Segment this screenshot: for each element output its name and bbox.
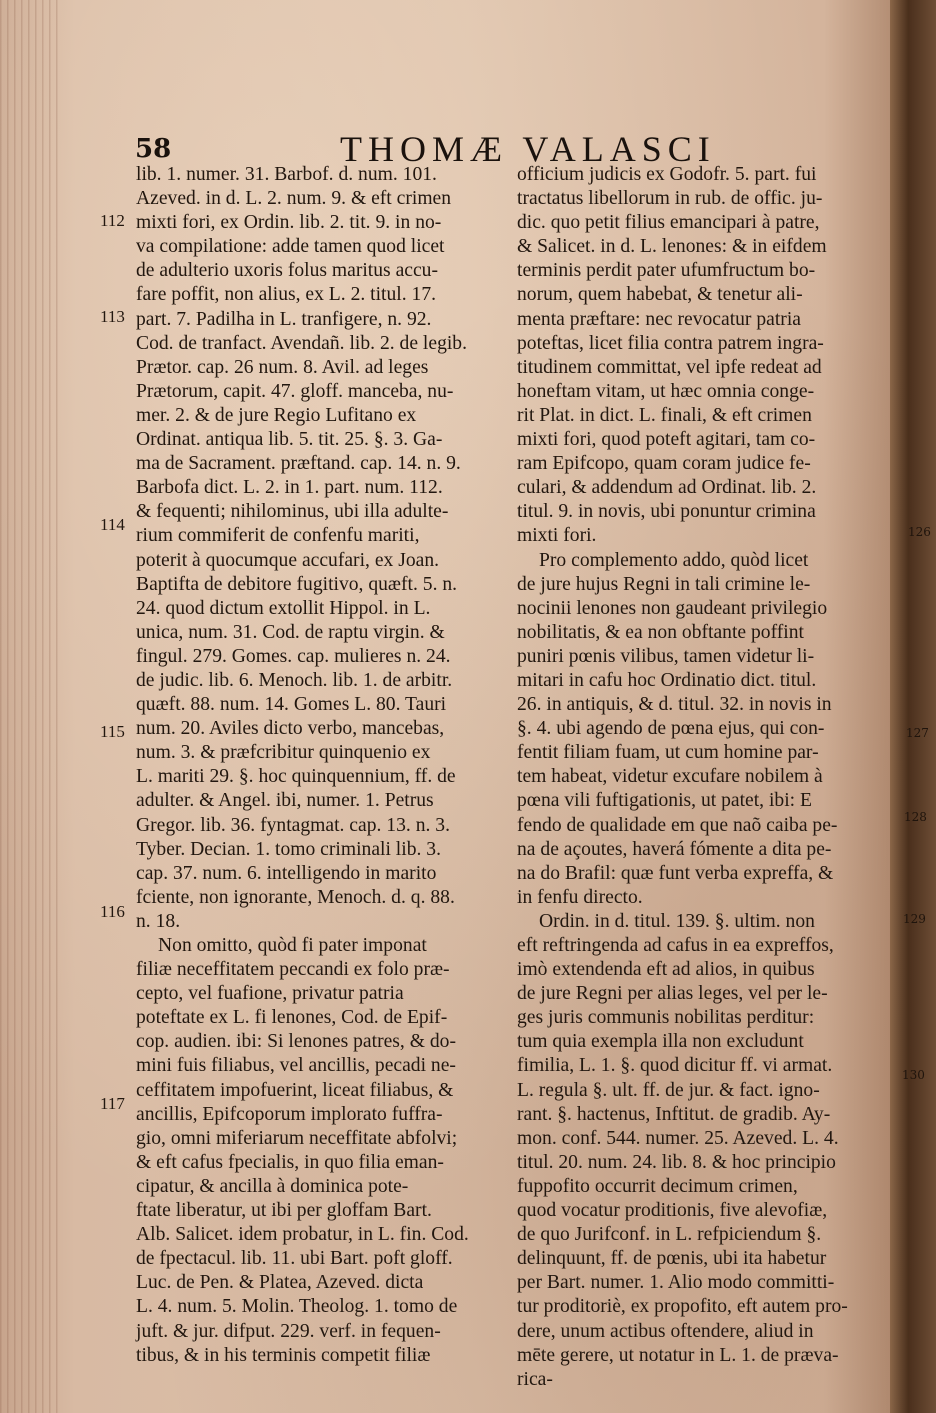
text-line: mēte gerere, ut notatur in L. 1. de præva-	[517, 1344, 839, 1366]
text-line: per Bart. numer. 1. Alio modo committi-	[517, 1272, 835, 1294]
text-line: de quo Jurifconf. in L. refpiciendum §.	[517, 1224, 822, 1246]
text-line: & fequenti; nihilominus, ubi illa adulte-	[136, 501, 449, 523]
text-line: tibus, & in his terminis competit filiæ	[136, 1344, 431, 1366]
margin-number-113: 113	[100, 307, 125, 326]
text-line: & Salicet. in d. L. lenones: & in eifdem	[517, 236, 827, 258]
margin-number-117: 117	[100, 1094, 125, 1113]
text-line: Luc. de Pen. & Platea, Azeved. dicta	[136, 1272, 424, 1294]
text-line: poteftas, licet filia contra patrem ingra-	[517, 332, 824, 354]
text-line: de jure Regni per alias leges, vel per le-	[517, 983, 828, 1005]
text-line: L. mariti 29. §. hoc quinquennium, ff. de	[136, 766, 456, 788]
text-line: dic. quo petit filius emancipari à patre,	[517, 212, 820, 234]
text-line: norum, quem habebat, & tenetur ali-	[517, 284, 803, 306]
text-line: cipatur, & ancilla à dominica pote-	[136, 1175, 409, 1197]
text-line: puniri pœnis vilibus, tamen videtur li-	[517, 645, 815, 667]
text-line: cop. audien. ibi: Si lenones patres, & do-	[136, 1031, 456, 1053]
text-line: quod vocatur proditionis, five alevofiæ,	[517, 1200, 828, 1222]
text-line: Prætor. cap. 26 num. 8. Avil. ad leges	[136, 356, 429, 378]
text-line: dere, unum actibus oftendere, aliud in	[517, 1320, 814, 1342]
text-line: num. 20. Aviles dicto verbo, mancebas,	[136, 718, 445, 740]
text-line: Ordinat. antiqua lib. 5. tit. 25. §. 3. Ga-	[136, 429, 443, 451]
page-number: 58	[135, 134, 172, 164]
text-line: cepto, vel fuafione, privatur patria	[136, 983, 404, 1005]
text-line: Ordin. in d. titul. 139. §. ultim. non	[539, 910, 815, 932]
text-line: eft reftringenda ad cafus in ea expreffos,	[517, 935, 834, 956]
text-line: de jure hujus Regni in tali crimine le-	[517, 573, 811, 595]
margin-number-112: 112	[100, 211, 125, 230]
text-line: rit Plat. in dict. L. finali, & eft crimen	[517, 404, 812, 426]
text-line: tur proditoriè, ex propofito, eft autem pro-	[517, 1296, 848, 1318]
text-line: fendo de qualidade em que naõ caiba pe-	[517, 814, 838, 836]
text-line: mer. 2. & de jure Regio Lufitano ex	[136, 404, 417, 426]
text-line: fingul. 279. Gomes. cap. mulieres n. 24.	[136, 645, 451, 667]
text-line: tractatus libellorum in rub. de offic. ju-	[517, 188, 823, 210]
text-line: rant. §. hactenus, Inftitut. de gradib. Ay-	[517, 1103, 831, 1125]
text-line: fuppofito occurrit decimum crimen,	[517, 1175, 798, 1197]
text-line: pœna vili fuftigationis, ut patet, ibi: E	[517, 790, 812, 812]
text-line: fentit filiam fuam, ut cum homine par-	[517, 742, 819, 764]
text-line: nobilitatis, & ea non obftante poffint	[517, 621, 804, 643]
text-line: poterit à quocumque accufari, ex Joan.	[136, 549, 440, 571]
text-line: de fpectacul. lib. 11. ubi Bart. poft gloff.	[136, 1248, 453, 1270]
page-stack-edge-right	[890, 0, 936, 1413]
text-line: officium judicis ex Godofr. 5. part. fui	[517, 164, 817, 185]
text-line: menta præftare: nec revocatur patria	[517, 308, 801, 330]
text-line: rium commiferit de confenfu mariti,	[136, 525, 420, 547]
text-line: ftate liberatur, ut ibi per gloffam Bart.	[136, 1200, 432, 1222]
text-line: ges juris communis nobilitas perditur:	[517, 1007, 815, 1029]
text-line: & eft cafus fpecialis, in quo filia eman-	[136, 1151, 444, 1173]
text-line: nocinii lenones non gaudeant privilegio	[517, 597, 828, 619]
text-line: lib. 1. numer. 31. Barbof. d. num. 101.	[136, 164, 437, 185]
text-line: juft. & jur. difput. 229. verf. in fequen-	[136, 1320, 441, 1342]
text-line: 26. in antiquis, & d. titul. 32. in novis in	[517, 694, 832, 716]
text-line: mitari in cafu hoc Ordinatio dict. titul.	[517, 669, 817, 691]
text-line: tum quia exempla illa non excludunt	[517, 1031, 804, 1053]
text-line: L. 4. num. 5. Molin. Theolog. 1. tomo de	[136, 1296, 458, 1318]
page-stack-edge-left	[0, 0, 60, 1413]
text-line: unica, num. 31. Cod. de raptu virgin. &	[136, 621, 445, 643]
margin-number-114: 114	[100, 515, 125, 534]
text-line: Prætorum, capit. 47. gloff. manceba, nu-	[136, 380, 454, 402]
text-line: ma de Sacrament. præftand. cap. 14. n. 9.	[136, 453, 461, 475]
text-line: L. regula §. ult. ff. de jur. & fact. igno-	[517, 1079, 820, 1101]
text-line: na de açoutes, haverá fómente a dita pe-	[517, 838, 832, 860]
text-line: gio, omni miferiarum neceffitate abfolvi;	[136, 1127, 458, 1149]
leaf-mark-130: 130	[902, 1068, 925, 1082]
leaf-mark-129: 129	[903, 912, 926, 926]
text-line: mon. conf. 544. numer. 25. Azeved. L. 4.	[517, 1127, 839, 1149]
text-line: mixti fori, quod poteft agitari, tam co-	[517, 429, 816, 451]
text-line: culari, & addendum ad Ordinat. lib. 2.	[517, 477, 817, 499]
leaf-mark-128: 128	[904, 810, 927, 824]
text-line: Alb. Salicet. idem probatur, in L. fin. Cod.	[136, 1224, 469, 1246]
margin-number-116: 116	[100, 902, 125, 921]
text-line: filiæ neceffitatem peccandi ex folo præ-	[136, 959, 450, 981]
text-line: in fenfu directo.	[517, 886, 643, 908]
margin-number-115: 115	[100, 722, 125, 741]
text-line: delinquunt, ff. de pœnis, ubi ita habetur	[517, 1248, 827, 1270]
running-title: THOMÆ VALASCI	[340, 129, 716, 169]
text-line: mixti fori.	[517, 525, 597, 547]
text-line: poteftate ex L. fi lenones, Cod. de Epif-	[136, 1007, 448, 1029]
text-line: mini fuis filiabus, vel ancillis, pecadi ne-	[136, 1055, 456, 1077]
text-line: ram Epifcopo, quam coram judice fe-	[517, 453, 811, 475]
text-line: de judic. lib. 6. Menoch. lib. 1. de arbitr.	[136, 669, 453, 691]
text-line: Cod. de tranfact. Avendañ. lib. 2. de legib.	[136, 332, 468, 354]
text-line: adulter. & Angel. ibi, numer. 1. Petrus	[136, 790, 434, 812]
text-line: Baptifta de debitore fugitivo, quæft. 5. n.	[136, 573, 458, 595]
text-line: rica-	[517, 1368, 553, 1390]
leaf-mark-127: 127	[906, 726, 929, 740]
text-line: part. 7. Padilha in L. tranfigere, n. 92.	[136, 308, 432, 330]
text-line: ceffitatem impofuerint, liceat filiabus, &	[136, 1079, 454, 1101]
text-line: n. 18.	[136, 910, 181, 932]
text-line: cap. 37. num. 6. intelligendo in marito	[136, 862, 437, 884]
text-line: de adulterio uxoris folus maritus accu-	[136, 260, 438, 282]
text-line: titudinem committat, vel ipfe redeat ad	[517, 356, 822, 378]
text-line: num. 3. & præfcribitur quinquenio ex	[136, 742, 431, 764]
right-text-column	[517, 163, 885, 1392]
text-line: terminis perdit pater ufumfructum bo-	[517, 260, 816, 282]
text-line: 24. quod dictum extollit Hippol. in L.	[136, 597, 431, 619]
text-line: va compilatione: adde tamen quod licet	[136, 236, 445, 258]
text-line: Gregor. lib. 36. fyntagmat. cap. 13. n. 3.	[136, 814, 450, 836]
text-line: quæft. 88. num. 14. Gomes L. 80. Tauri	[136, 694, 447, 716]
left-text-column	[136, 163, 500, 1368]
text-line: mixti fori, ex Ordin. lib. 2. tit. 9. in no-	[136, 212, 442, 234]
text-line: titul. 20. num. 24. lib. 8. & hoc principio	[517, 1151, 836, 1173]
text-line: titul. 9. in novis, ubi ponuntur crimina	[517, 501, 816, 523]
text-line: Barbofa dict. L. 2. in 1. part. num. 112.	[136, 477, 443, 499]
text-line: ancillis, Epifcoporum implorato fuffra-	[136, 1103, 443, 1125]
text-line: na do Brafil: quæ funt verba expreffa, &	[517, 862, 834, 884]
text-line: fciente, non ignorante, Menoch. d. q. 88.	[136, 886, 455, 908]
leaf-mark-126: 126	[908, 525, 931, 539]
text-line: fimilia, L. 1. §. quod dicitur ff. vi armat.	[517, 1055, 833, 1077]
text-line: fare poffit, non alius, ex L. 2. titul. 17.	[136, 284, 437, 306]
text-line: Pro complemento addo, quòd licet	[539, 549, 809, 571]
text-line: Tyber. Decian. 1. tomo criminali lib. 3.	[136, 838, 441, 860]
text-line: tem habeat, videtur excufare nobilem à	[517, 766, 823, 788]
text-line: Azeved. in d. L. 2. num. 9. & eft crimen	[136, 188, 452, 210]
text-line: §. 4. ubi agendo de pœna ejus, qui con-	[517, 718, 825, 740]
text-line: honeftam vitam, ut hæc omnia conge-	[517, 380, 815, 402]
text-line: Non omitto, quòd fi pater imponat	[158, 935, 427, 956]
text-line: imò extendenda eft ad alios, in quibus	[517, 959, 815, 981]
